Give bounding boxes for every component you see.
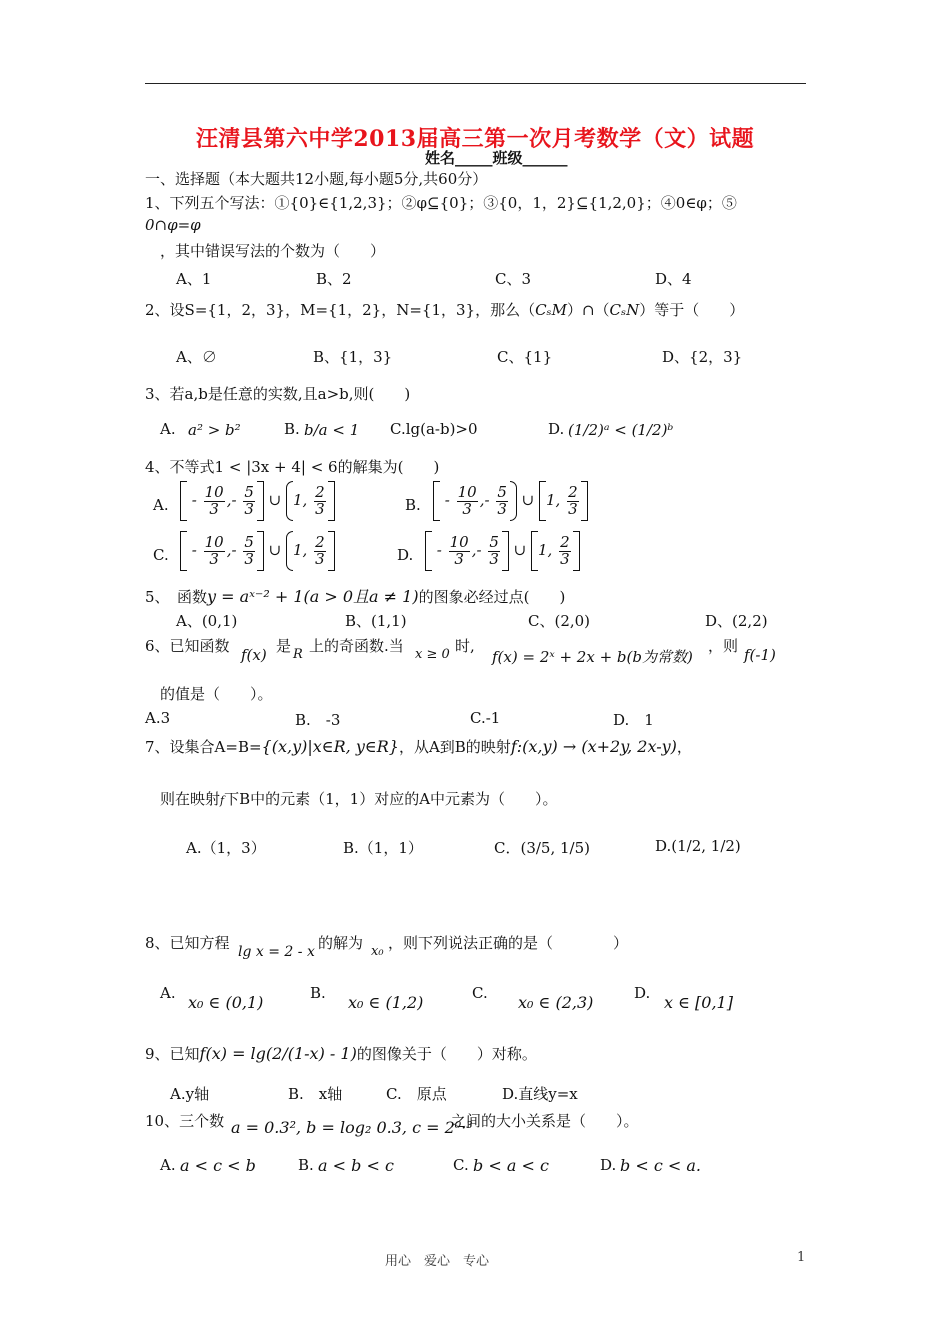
q8-option-c: x₀ ∈ (2,3) bbox=[518, 993, 594, 1012]
q7-line2-f: f bbox=[220, 794, 225, 807]
q10-option-c: b < a < c bbox=[473, 1156, 549, 1175]
q9-text-b: 的图像关于（ ）对称。 bbox=[356, 1045, 537, 1063]
q1-line2: 0∩φ=φ bbox=[145, 216, 201, 234]
name-class-line: 姓名_____班级______ bbox=[425, 149, 568, 167]
q2-text-b: ）∩（ bbox=[566, 301, 610, 319]
q7-line2-a: 则在映射 bbox=[160, 790, 221, 808]
page-title: 汪清县第六中学2013届高三第一次月考数学（文）试题 bbox=[195, 126, 755, 152]
q4-option-d-interval: - $\frac{10}{3}$ ,- $\frac{5}{3}$ ∪ 1, $\frac{2}{3}$ bbox=[425, 531, 580, 571]
q7-mapping: f:(x,y) → (x+2y, 2x-y) bbox=[510, 737, 677, 756]
q1-option-b: B、2 bbox=[316, 270, 352, 288]
q5-option-c: C、(2,0) bbox=[528, 612, 591, 630]
q2-option-d: D、{2，3} bbox=[662, 348, 743, 366]
q8-text-c: ，则下列说法正确的是（ ） bbox=[388, 934, 629, 952]
q10-option-a: a < c < b bbox=[180, 1156, 256, 1175]
q8-text-a: 8、已知方程 bbox=[145, 934, 230, 952]
q8-text-b: 的解为 bbox=[318, 934, 364, 952]
q10-option-a-label: A. bbox=[160, 1156, 176, 1174]
q3-option-a-label: A. bbox=[160, 420, 176, 438]
q2-complement-n: CₛN bbox=[609, 301, 640, 319]
q9-text-a: 9、已知 bbox=[145, 1045, 200, 1063]
q8-equation: lg x = 2 - x bbox=[238, 944, 315, 960]
q5-function: y = aˣ⁻² + 1(a > 0且a ≠ 1) bbox=[207, 587, 419, 606]
q7-text-a: 7、设集合A=B= bbox=[145, 738, 262, 756]
q4-option-b-interval: - $\frac{10}{3}$ ,- $\frac{5}{3}$ ∪ 1, $\frac{2}{3}$ bbox=[433, 481, 588, 521]
q8-option-d-label: D. bbox=[634, 984, 651, 1002]
q6-definition: f(x) = 2ˣ + 2x + b(b为常数) bbox=[492, 648, 693, 666]
q9-option-c: C. 原点 bbox=[386, 1085, 447, 1103]
q10-option-c-label: C. bbox=[453, 1156, 469, 1174]
q8-x0: x₀ bbox=[371, 944, 384, 959]
q6-text-d: 时, bbox=[455, 637, 475, 655]
q7-option-a: A.（1，3） bbox=[186, 839, 266, 857]
q9-option-d: D.直线y=x bbox=[502, 1085, 578, 1103]
q7-text-b: ，从A到B的映射 bbox=[398, 738, 511, 756]
q6-R: R bbox=[293, 647, 303, 662]
q3-option-a: a² > b² bbox=[188, 421, 241, 439]
q4-option-c-label: C. bbox=[153, 546, 169, 564]
q7-option-d: D.(1/2, 1/2) bbox=[655, 837, 741, 855]
q6-option-a: A.3 bbox=[145, 709, 171, 727]
q5-option-d: D、(2,2) bbox=[705, 612, 768, 630]
q6-text-a: 6、已知函数 bbox=[145, 637, 230, 655]
q7-line2-b: 下B中的元素（1，1）对应的A中元素为（ ）。 bbox=[224, 790, 558, 808]
q9-option-a: A.y轴 bbox=[170, 1085, 210, 1103]
q7-set: {(x,y)|x∈R, y∈R} bbox=[261, 737, 399, 756]
q2-option-b: B、{1，3} bbox=[313, 348, 393, 366]
q3-option-b: b/a < 1 bbox=[304, 421, 360, 439]
q3-option-c: C.lg(a-b)>0 bbox=[390, 420, 478, 438]
q8-option-a: x₀ ∈ (0,1) bbox=[188, 993, 264, 1012]
q7-text-c: ， bbox=[676, 738, 692, 756]
q4-option-d-label: D. bbox=[397, 546, 414, 564]
header-rule bbox=[145, 83, 806, 84]
q8-option-a-label: A. bbox=[160, 984, 176, 1002]
q1-option-d: D、4 bbox=[655, 270, 692, 288]
page-number: 1 bbox=[797, 1250, 806, 1265]
q5-text-a: 5、 函数 bbox=[145, 588, 208, 606]
q10-option-d: b < c < a. bbox=[620, 1156, 701, 1175]
q5-stem bbox=[145, 584, 565, 607]
q1-line3: ，其中错误写法的个数为（ ） bbox=[160, 242, 386, 260]
q4-option-a-label: A. bbox=[153, 496, 169, 514]
q3-stem: 3、若a,b是任意的实数,且a>b,则( ) bbox=[145, 385, 411, 403]
q10-text-b: 之间的大小关系是（ ）。 bbox=[451, 1112, 639, 1130]
q8-option-b: x₀ ∈ (1,2) bbox=[348, 993, 424, 1012]
q8-option-c-label: C. bbox=[472, 984, 488, 1002]
q3-option-b-label: B. bbox=[284, 420, 300, 438]
q7-stem bbox=[145, 736, 692, 757]
q10-option-b: a < b < c bbox=[318, 1156, 394, 1175]
q6-text-e: ，则 bbox=[708, 637, 739, 655]
q4-option-c-interval: - $\frac{10}{3}$ ,- $\frac{5}{3}$ ∪ 1, $\frac{2}{3}$ bbox=[180, 531, 335, 571]
q3-option-d: (1/2)ᵃ < (1/2)ᵇ bbox=[568, 421, 674, 439]
section-heading: 一、选择题（本大题共12小题,每小题5分,共60分） bbox=[145, 170, 488, 188]
q4-option-a-interval: - $\frac{10}{3}$ ,- $\frac{5}{3}$ ∪ 1, $\frac{2}{3}$ bbox=[180, 481, 335, 521]
q4-option-b-label: B. bbox=[405, 496, 421, 514]
q9-function: f(x) = lg(2/(1-x) - 1) bbox=[199, 1044, 357, 1063]
q10-option-b-label: B. bbox=[298, 1156, 314, 1174]
q2-stem bbox=[145, 299, 744, 320]
page-footer: 用心 爱心 专心 bbox=[385, 1254, 490, 1269]
q2-text-c: ）等于（ ） bbox=[639, 301, 745, 319]
q8-option-d: x ∈ [0,1] bbox=[664, 993, 733, 1012]
q6-option-b: B. -3 bbox=[295, 711, 341, 729]
q6-text-c: 上的奇函数.当 bbox=[309, 637, 404, 655]
q6-line2: 的值是（ ）。 bbox=[160, 685, 273, 703]
q3-option-d-label: D. bbox=[548, 420, 565, 438]
q9-option-b: B. x轴 bbox=[288, 1085, 343, 1103]
q7-option-b: B.（1，1） bbox=[343, 839, 423, 857]
q2-option-c: C、{1} bbox=[497, 348, 553, 366]
q6-option-d: D. 1 bbox=[613, 711, 654, 729]
q10-option-d-label: D. bbox=[600, 1156, 617, 1174]
q5-text-b: 的图象必经过点( ) bbox=[418, 588, 566, 606]
q10-numbers: a = 0.3², b = log₂ 0.3, c = 2⁰·³ bbox=[231, 1118, 473, 1137]
q6-option-c: C.-1 bbox=[470, 709, 501, 727]
q7-option-c: C．(3/5, 1/5) bbox=[494, 839, 590, 857]
q6-text-b: 是 bbox=[276, 637, 292, 655]
q5-option-b: B、(1,1) bbox=[345, 612, 407, 630]
q2-option-a: A、∅ bbox=[176, 348, 217, 366]
q9-stem bbox=[145, 1043, 537, 1064]
q1-line1: 1、下列五个写法：①{0}∈{1,2,3}；②φ⊆{0}；③{0，1，2}⊆{1,2,0}；④0∈φ；⑤ bbox=[145, 194, 737, 212]
q2-text-a: 2、设S={1，2，3}，M={1，2}，N={1，3}，那么（ bbox=[145, 301, 536, 319]
q5-option-a: A、(0,1) bbox=[176, 612, 238, 630]
q6-condition: x ≥ 0 bbox=[415, 647, 450, 662]
q1-option-a: A、1 bbox=[176, 270, 212, 288]
q2-complement-m: CₛM bbox=[535, 301, 567, 319]
q6-value: f(-1) bbox=[744, 646, 776, 664]
q1-option-c: C、3 bbox=[495, 270, 532, 288]
q4-stem: 4、不等式1 < |3x + 4| < 6的解集为( ) bbox=[145, 458, 440, 476]
q7-line2 bbox=[160, 788, 558, 809]
q10-text-a: 10、三个数 bbox=[145, 1112, 225, 1130]
q6-fx: f(x) bbox=[241, 646, 267, 664]
q8-option-b-label: B. bbox=[310, 984, 326, 1002]
